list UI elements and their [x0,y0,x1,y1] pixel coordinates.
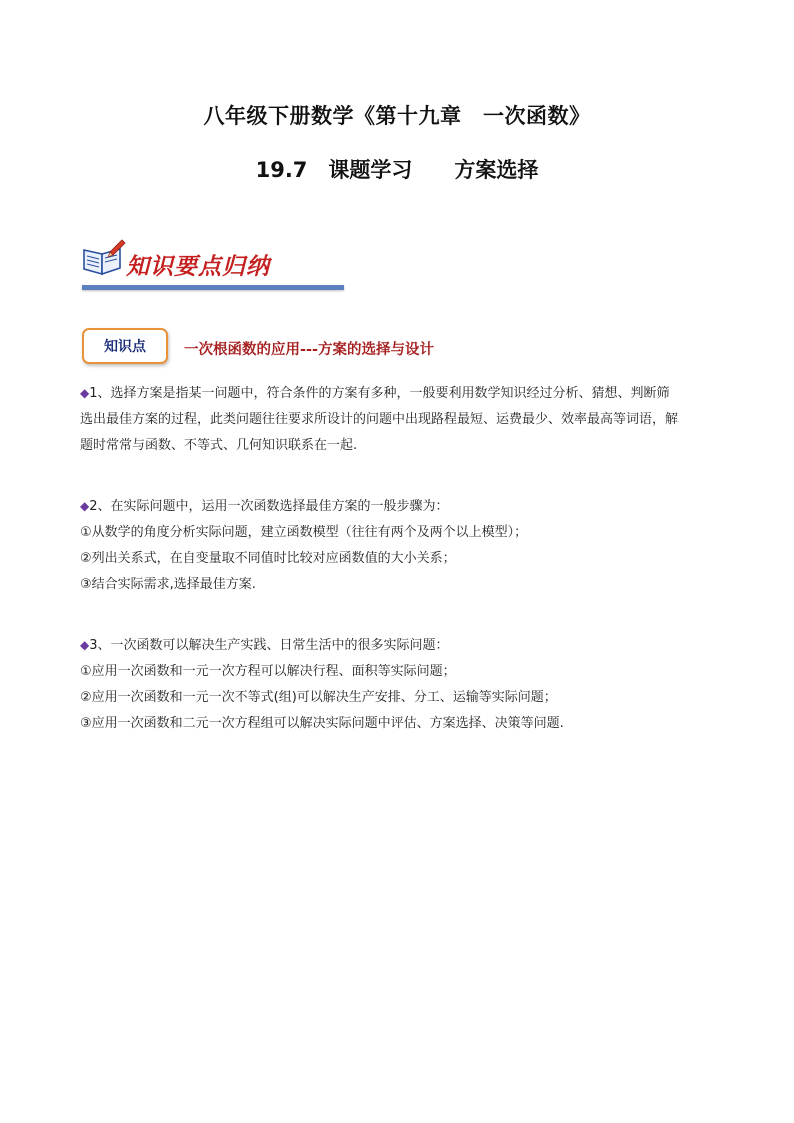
section-2-line-4: ③结合实际需求,选择最佳方案. [80,577,256,592]
section-3 [80,632,720,737]
open-book-icon [80,238,126,278]
section-2 [80,493,720,598]
diamond-bullet-icon: ◆ [80,499,90,513]
section-2-line-1: ◆2、在实际问题中，运用一次函数选择最佳方案的一般步骤为： [80,499,449,514]
section-1-line-2: 选出最佳方案的过程，此类问题往往要求所设计的问题中出现路程最短、运费最少、效率最高等词语，解 [80,412,679,427]
section-1-line-1: ◆1、选择方案是指某一问题中，符合条件的方案有多种，一般要利用数学知识经过分析、猜想、判断筛 [80,386,670,401]
knowledge-point-badge: 知识点 [82,328,168,364]
section-3-line-4: ③应用一次函数和二元一次方程组可以解决实际问题中评估、方案选择、决策等问题. [80,716,564,731]
section-2-line-3: ②列出关系式，在自变量取不同值时比较对应函数值的大小关系； [80,551,456,566]
section-1 [80,380,720,459]
banner-underline [82,285,344,290]
knowledge-point-heading: 一次根函数的应用---方案的选择与设计 [184,342,435,358]
section-2-line-2: ①从数学的角度分析实际问题，建立函数模型（往往有两个及两个以上模型）； [80,525,528,540]
diamond-bullet-icon: ◆ [80,638,90,652]
section-3-line-1: ◆3、一次函数可以解决生产实践、日常生活中的很多实际问题： [80,638,449,653]
diamond-bullet-icon: ◆ [80,386,90,400]
section-3-line-3: ②应用一次函数和一元一次不等式(组)可以解决生产安排、分工、运输等实际问题； [80,690,557,705]
banner-title: 知识要点归纳 [126,253,270,280]
section-1-line-3: 题时常常与函数、不等式、几何知识联系在一起. [80,438,358,453]
section-banner [80,238,344,292]
document-title: 八年级下册数学《第十九章 一次函数》 [203,104,591,128]
section-3-line-2: ①应用一次函数和一元一次方程可以解决行程、面积等实际问题； [80,664,456,679]
document-subtitle: 19.7 课题学习 方案选择 [255,158,539,182]
